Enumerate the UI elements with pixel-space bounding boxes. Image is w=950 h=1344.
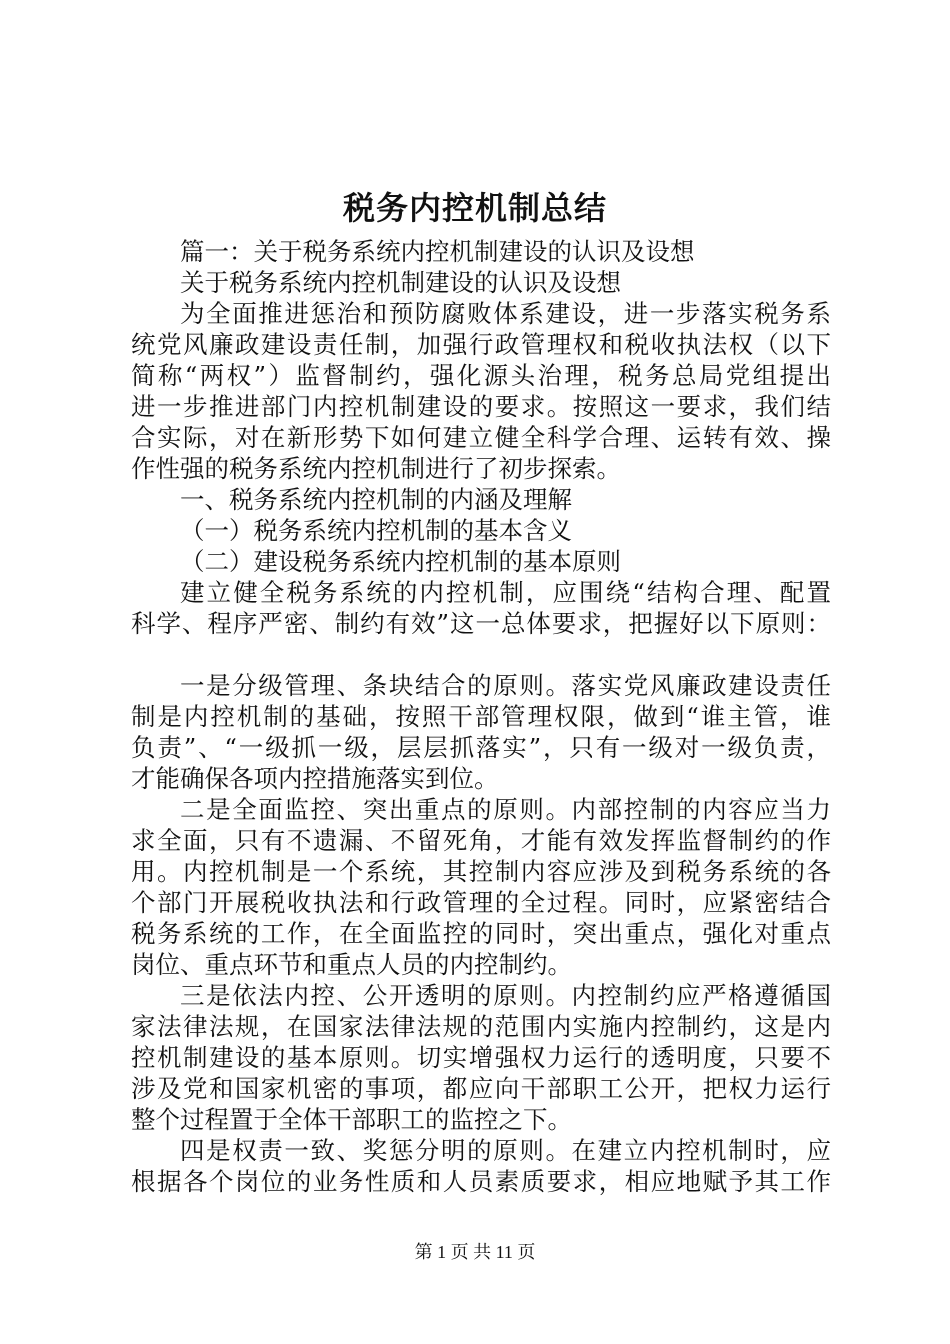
blank-line — [131, 639, 831, 670]
document-body — [131, 236, 831, 1197]
paragraph-line: 负责”、“一级抓一级，层层抓落实”，只有一级对一级负责， — [131, 733, 831, 762]
paragraph-line: 求全面，只有不遗漏、不留死角，才能有效发挥监督制约的作 — [131, 826, 831, 855]
section-heading: 一、税务系统内控机制的内涵及理解 — [180, 485, 572, 514]
paragraph-line: 一是分级管理、条块结合的原则。落实党风廉政建设责任 — [180, 671, 831, 700]
paragraph-line: 四是权责一致、奖惩分明的原则。在建立内控机制时，应 — [180, 1136, 831, 1165]
section-heading: 篇一：关于税务系统内控机制建设的认识及设想 — [180, 237, 695, 266]
paragraph-line: 三是依法内控、公开透明的原则。内控制约应严格遵循国 — [180, 981, 831, 1010]
paragraph-line: 税务系统的工作，在全面监控的同时，突出重点，强化对重点 — [131, 919, 831, 948]
paragraph-line: 个部门开展税收执法和行政管理的全过程。同时，应紧密结合 — [131, 888, 831, 917]
paragraph-line: 整个过程置于全体干部职工的监控之下。 — [131, 1105, 572, 1134]
paragraph-line: 简称“两权”）监督制约，强化源头治理，税务总局党组提出 — [131, 361, 831, 390]
paragraph-line: 合实际，对在新形势下如何建立健全科学合理、运转有效、操 — [131, 423, 831, 452]
subsection-heading: （二）建设税务系统内控机制的基本原则 — [180, 547, 621, 576]
document-title: 税务内控机制总结 — [342, 189, 607, 227]
paragraph-line: 二是全面监控、突出重点的原则。内部控制的内容应当力 — [180, 795, 831, 824]
paragraph-line: 控机制建设的基本原则。切实增强权力运行的透明度，只要不 — [131, 1043, 831, 1072]
paragraph-line: 统党风廉政建设责任制，加强行政管理权和税收执法权（以下 — [131, 330, 831, 359]
paragraph-line: 为全面推进惩治和预防腐败体系建设，进一步落实税务系 — [180, 299, 831, 328]
paragraph-line: 建立健全税务系统的内控机制，应围绕“结构合理、配置 — [180, 578, 831, 607]
paragraph-line: 岗位、重点环节和重点人员的内控制约。 — [131, 950, 572, 979]
subtitle: 关于税务系统内控机制建设的认识及设想 — [180, 268, 621, 297]
subsection-heading: （一）税务系统内控机制的基本含义 — [180, 516, 572, 545]
paragraph-line: 科学、程序严密、制约有效”这一总体要求，把握好以下原则： — [131, 609, 831, 638]
paragraph-line: 用。内控机制是一个系统，其控制内容应涉及到税务系统的各 — [131, 857, 831, 886]
paragraph-line: 涉及党和国家机密的事项，都应向干部职工公开，把权力运行 — [131, 1074, 831, 1103]
paragraph-line: 家法律法规，在国家法律法规的范围内实施内控制约，这是内 — [131, 1012, 831, 1041]
paragraph-line: 进一步推进部门内控机制建设的要求。按照这一要求，我们结 — [131, 392, 831, 421]
page-footer: 第 1 页 共 11 页 — [414, 1242, 536, 1262]
paragraph-line: 才能确保各项内控措施落实到位。 — [131, 764, 499, 793]
paragraph-line: 根据各个岗位的业务性质和人员素质要求，相应地赋予其工作 — [131, 1167, 831, 1196]
paragraph-line: 作性强的税务系统内控机制进行了初步探索。 — [131, 454, 621, 483]
paragraph-line: 制是内控机制的基础，按照干部管理权限，做到“谁主管，谁 — [131, 702, 831, 731]
